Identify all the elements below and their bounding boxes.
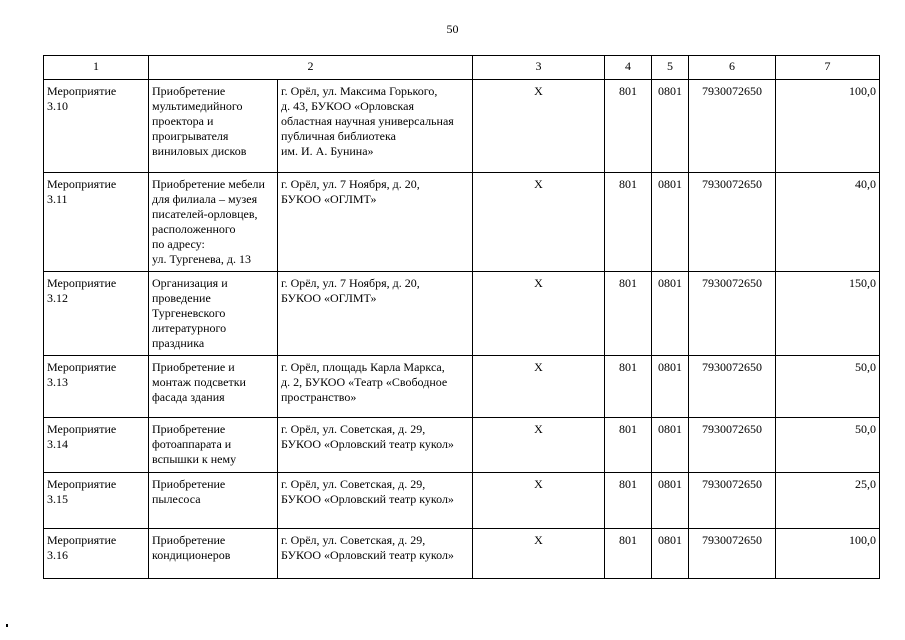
description-cell-line: праздника: [152, 336, 205, 350]
address-cell: [278, 173, 473, 272]
header-col-3: 3: [473, 56, 605, 80]
event-cell-line: Мероприятие: [47, 477, 117, 491]
col4-cell: 801: [605, 173, 652, 272]
table-row: [44, 529, 880, 579]
page-number: 50: [446, 22, 459, 36]
address-cell: [278, 473, 473, 529]
event-cell-line: Мероприятие: [47, 276, 117, 290]
header-row: [44, 56, 880, 80]
col3-cell: Х: [473, 473, 605, 529]
description-cell-line: Организация и: [152, 276, 228, 290]
address-cell-line: д. 43, БУКОО «Орловская: [281, 99, 415, 113]
address-cell-line: г. Орёл, ул. Советская, д. 29,: [281, 477, 426, 491]
address-cell-line: г. Орёл, ул. Максима Горького,: [281, 84, 438, 98]
description-cell: [149, 272, 278, 356]
address-cell: [278, 272, 473, 356]
table-row: [44, 473, 880, 529]
col4-cell: 801: [605, 356, 652, 418]
address-cell-line: г. Орёл, ул. 7 Ноября, д. 20,: [281, 177, 420, 191]
description-cell-line: расположенного: [152, 222, 236, 236]
description-cell-line: фотоаппарата и: [152, 437, 232, 451]
col5-cell: 0801: [652, 80, 689, 173]
col3-cell: Х: [473, 356, 605, 418]
address-cell: [278, 529, 473, 579]
col5-cell: 0801: [652, 529, 689, 579]
event-cell: [44, 173, 149, 272]
col5-cell: 0801: [652, 473, 689, 529]
address-cell-line: публичная библиотека: [281, 129, 396, 143]
col7-cell: 100,0: [776, 529, 880, 579]
col4-cell: 801: [605, 272, 652, 356]
col7-cell: 100,0: [776, 80, 880, 173]
description-cell-line: Тургеневского: [152, 306, 226, 320]
event-cell-line: 3.16: [47, 548, 68, 562]
address-cell-line: БУКОО «Орловский театр кукол»: [281, 492, 454, 506]
event-cell: [44, 529, 149, 579]
description-cell: [149, 80, 278, 173]
event-cell-line: 3.13: [47, 375, 68, 389]
description-cell: [149, 356, 278, 418]
event-cell-line: 3.15: [47, 492, 68, 506]
description-cell-line: проигрывателя: [152, 129, 229, 143]
description-cell-line: Приобретение: [152, 84, 226, 98]
description-cell-line: пылесоса: [152, 492, 201, 506]
col3-cell: Х: [473, 529, 605, 579]
description-cell-line: фасада здания: [152, 390, 225, 404]
description-cell-line: монтаж подсветки: [152, 375, 246, 389]
col3-cell: Х: [473, 80, 605, 173]
description-cell-line: Приобретение мебели: [152, 177, 265, 191]
col4-cell: 801: [605, 80, 652, 173]
description-cell-line: проектора и: [152, 114, 214, 128]
event-cell: [44, 418, 149, 473]
col6-cell: 7930072650: [689, 80, 776, 173]
table-row: [44, 80, 880, 173]
description-cell-line: вспышки к нему: [152, 452, 237, 466]
col7-cell: 40,0: [776, 173, 880, 272]
event-cell-line: Мероприятие: [47, 422, 117, 436]
table-row: [44, 173, 880, 272]
event-cell-line: 3.11: [47, 192, 68, 206]
header-col-1: 1: [44, 56, 149, 80]
description-cell: [149, 173, 278, 272]
table-row: [44, 418, 880, 473]
col3-cell: Х: [473, 418, 605, 473]
col5-cell: 0801: [652, 272, 689, 356]
description-cell-line: Приобретение: [152, 422, 226, 436]
description-cell-line: мультимедийного: [152, 99, 243, 113]
description-cell-line: для филиала – музея: [152, 192, 258, 206]
event-cell: [44, 80, 149, 173]
event-cell-line: Мероприятие: [47, 177, 117, 191]
event-cell-line: 3.14: [47, 437, 68, 451]
event-cell-line: Мероприятие: [47, 360, 117, 374]
description-cell-line: Приобретение и: [152, 360, 235, 374]
address-cell: [278, 418, 473, 473]
header-col-5: 5: [652, 56, 689, 80]
address-cell-line: г. Орёл, ул. 7 Ноября, д. 20,: [281, 276, 420, 290]
col5-cell: 0801: [652, 173, 689, 272]
address-cell-line: пространство»: [281, 390, 357, 404]
col7-cell: 25,0: [776, 473, 880, 529]
col6-cell: 7930072650: [689, 356, 776, 418]
address-cell-line: БУКОО «Орловский театр кукол»: [281, 548, 454, 562]
address-cell-line: БУКОО «Орловский театр кукол»: [281, 437, 454, 451]
description-cell-line: виниловых дисков: [152, 144, 247, 158]
col6-cell: 7930072650: [689, 473, 776, 529]
table-row: [44, 272, 880, 356]
table-header: [44, 56, 880, 80]
col3-cell: Х: [473, 173, 605, 272]
description-cell-line: Приобретение: [152, 533, 226, 547]
col7-cell: 150,0: [776, 272, 880, 356]
event-cell-line: 3.12: [47, 291, 68, 305]
address-cell: [278, 80, 473, 173]
address-cell-line: г. Орёл, площадь Карла Маркса,: [281, 360, 445, 374]
col6-cell: 7930072650: [689, 173, 776, 272]
col4-cell: 801: [605, 529, 652, 579]
event-cell: [44, 473, 149, 529]
col6-cell: 7930072650: [689, 272, 776, 356]
description-cell: [149, 473, 278, 529]
col4-cell: 801: [605, 473, 652, 529]
description-cell-line: писателей-орловцев,: [152, 207, 258, 221]
scan-speck: [6, 624, 8, 627]
header-col-6: 6: [689, 56, 776, 80]
col7-cell: 50,0: [776, 418, 880, 473]
address-cell-line: г. Орёл, ул. Советская, д. 29,: [281, 533, 426, 547]
col6-cell: 7930072650: [689, 529, 776, 579]
address-cell-line: БУКОО «ОГЛМТ»: [281, 192, 377, 206]
col5-cell: 0801: [652, 356, 689, 418]
description-cell-line: кондиционеров: [152, 548, 231, 562]
header-col-2: 2: [149, 56, 473, 80]
event-cell: [44, 272, 149, 356]
col6-cell: 7930072650: [689, 418, 776, 473]
col4-cell: 801: [605, 418, 652, 473]
description-cell-line: литературного: [152, 321, 227, 335]
address-cell-line: д. 2, БУКОО «Театр «Свободное: [281, 375, 448, 389]
budget-table: [43, 55, 880, 579]
col5-cell: 0801: [652, 418, 689, 473]
address-cell-line: им. И. А. Бунина»: [281, 144, 374, 158]
col7-cell: 50,0: [776, 356, 880, 418]
description-cell-line: проведение: [152, 291, 211, 305]
col3-cell: Х: [473, 272, 605, 356]
description-cell-line: по адресу:: [152, 237, 205, 251]
event-cell-line: Мероприятие: [47, 533, 117, 547]
description-cell-line: ул. Тургенева, д. 13: [152, 252, 251, 266]
address-cell-line: БУКОО «ОГЛМТ»: [281, 291, 377, 305]
description-cell: [149, 418, 278, 473]
description-cell-line: Приобретение: [152, 477, 226, 491]
event-cell-line: 3.10: [47, 99, 68, 113]
address-cell-line: областная научная универсальная: [281, 114, 454, 128]
address-cell-line: г. Орёл, ул. Советская, д. 29,: [281, 422, 426, 436]
address-cell: [278, 356, 473, 418]
table-row: [44, 356, 880, 418]
event-cell: [44, 356, 149, 418]
header-col-7: 7: [776, 56, 880, 80]
table-body: [44, 80, 880, 579]
description-cell: [149, 529, 278, 579]
header-col-4: 4: [605, 56, 652, 80]
event-cell-line: Мероприятие: [47, 84, 117, 98]
